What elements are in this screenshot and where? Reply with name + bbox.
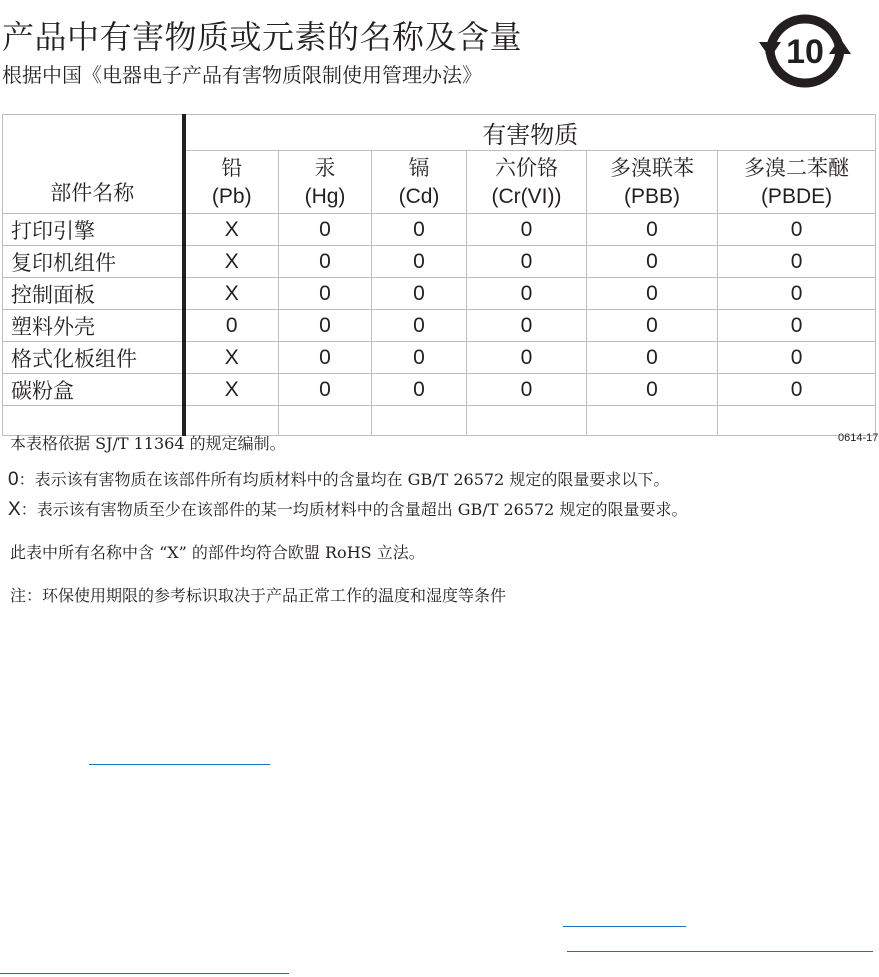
- page-title: 产品中有害物质或元素的名称及含量: [2, 18, 523, 56]
- empty-cell: [587, 406, 718, 436]
- value-cell: 0: [372, 214, 467, 246]
- empty-cell: [279, 406, 372, 436]
- value-cell: 0: [587, 246, 718, 278]
- value-cell: 0: [718, 214, 876, 246]
- epup-number: 10: [786, 33, 824, 71]
- value-cell: 0: [718, 342, 876, 374]
- value-cell: 0: [718, 246, 876, 278]
- part-name: 打印引擎: [3, 214, 184, 246]
- part-name: 格式化板组件: [3, 342, 184, 374]
- substance-en: (PBDE): [760, 184, 833, 208]
- substance-header-pb: [184, 151, 279, 214]
- value-cell: 0: [279, 214, 372, 246]
- substance-cn: 镉: [408, 155, 430, 180]
- part-name: 碳粉盒: [3, 374, 184, 406]
- value-cell: X: [184, 374, 279, 406]
- part-name-header: 部件名称: [3, 115, 184, 214]
- x-definition-note: [8, 497, 687, 521]
- zero-mark: 0: [8, 469, 19, 490]
- value-cell: 0: [467, 214, 587, 246]
- empty-cell: [718, 406, 876, 436]
- value-cell: 0: [467, 342, 587, 374]
- value-cell: 0: [587, 278, 718, 310]
- value-cell: X: [184, 246, 279, 278]
- zero-definition-note: [8, 467, 669, 491]
- value-cell: 0: [587, 374, 718, 406]
- substance-en: (Cd): [398, 184, 440, 208]
- value-cell: 0: [372, 246, 467, 278]
- part-name: 塑料外壳: [3, 310, 184, 342]
- empty-cell: [467, 406, 587, 436]
- substance-header-hg: [279, 151, 372, 214]
- value-cell: 0: [587, 310, 718, 342]
- value-cell: 0: [372, 342, 467, 374]
- substance-cn: 六价铬: [495, 155, 558, 180]
- hyperlink-underline[interactable]: [0, 973, 289, 974]
- hyperlink-underline[interactable]: [89, 764, 270, 765]
- part-name: 控制面板: [3, 278, 184, 310]
- table-row: [3, 374, 876, 406]
- substance-cn: 多溴二苯醚: [744, 155, 850, 180]
- substance-cn: 汞: [314, 155, 336, 180]
- environmental-period-note: 注：环保使用期限的参考标识取决于产品正常工作的温度和湿度等条件: [10, 586, 507, 605]
- value-cell: 0: [718, 374, 876, 406]
- substance-en: (Pb): [211, 184, 252, 208]
- part-name: 复印机组件: [3, 246, 184, 278]
- value-cell: 0: [372, 310, 467, 342]
- empty-cell: [372, 406, 467, 436]
- value-cell: 0: [372, 374, 467, 406]
- value-cell: 0: [467, 278, 587, 310]
- substance-en: (Hg): [304, 184, 346, 208]
- value-cell: 0: [279, 310, 372, 342]
- value-cell: 0: [587, 342, 718, 374]
- value-cell: 0: [279, 246, 372, 278]
- value-cell: 0: [467, 310, 587, 342]
- value-cell: X: [184, 342, 279, 374]
- substance-cn: 多溴联苯: [610, 155, 694, 180]
- zero-definition-text: ：表示该有害物质在该部件所有均质材料中的含量均在 GB/T 26572 规定的限量要求以下。: [18, 470, 670, 489]
- epup-10-year-arrows-icon: [748, 0, 862, 96]
- x-mark: X: [8, 499, 21, 520]
- value-cell: 0: [372, 278, 467, 310]
- substance-cn: 铅: [221, 155, 243, 180]
- table-row: [3, 246, 876, 278]
- document-code: 0614-17: [838, 432, 879, 444]
- substance-header-cd: [372, 151, 467, 214]
- value-cell: 0: [467, 374, 587, 406]
- substance-header-pbb: [587, 151, 718, 214]
- table-row: [3, 342, 876, 374]
- page-subtitle: 根据中国《电器电子产品有害物质限制使用管理办法》: [2, 63, 482, 87]
- value-cell: 0: [587, 214, 718, 246]
- table-row: [3, 214, 876, 246]
- substance-en: (PBB): [623, 184, 680, 208]
- value-cell: X: [184, 214, 279, 246]
- hyperlink-underline[interactable]: [563, 926, 686, 927]
- value-cell: 0: [718, 310, 876, 342]
- value-cell: X: [184, 278, 279, 310]
- hazardous-substance-table: [2, 114, 876, 436]
- rohs-note: 此表中所有名称中含 “X” 的部件均符合欧盟 RoHS 立法。: [10, 543, 425, 562]
- substance-header-cr: [467, 151, 587, 214]
- table-row: [3, 310, 876, 342]
- value-cell: 0: [718, 278, 876, 310]
- value-cell: 0: [184, 310, 279, 342]
- standard-note: 本表格依据 SJ/T 11364 的规定编制。: [10, 434, 286, 453]
- value-cell: 0: [279, 278, 372, 310]
- substance-en: (Cr(VI)): [491, 184, 562, 208]
- value-cell: 0: [467, 246, 587, 278]
- table-row: [3, 278, 876, 310]
- hyperlink-underline[interactable]: [567, 951, 873, 952]
- value-cell: 0: [279, 342, 372, 374]
- x-definition-text: ：表示该有害物质至少在该部件的某一均质材料中的含量超出 GB/T 26572 规定的限量要求。: [20, 500, 688, 519]
- value-cell: 0: [279, 374, 372, 406]
- substance-group-header: 有害物质: [184, 115, 876, 151]
- substance-header-pbde: [718, 151, 876, 214]
